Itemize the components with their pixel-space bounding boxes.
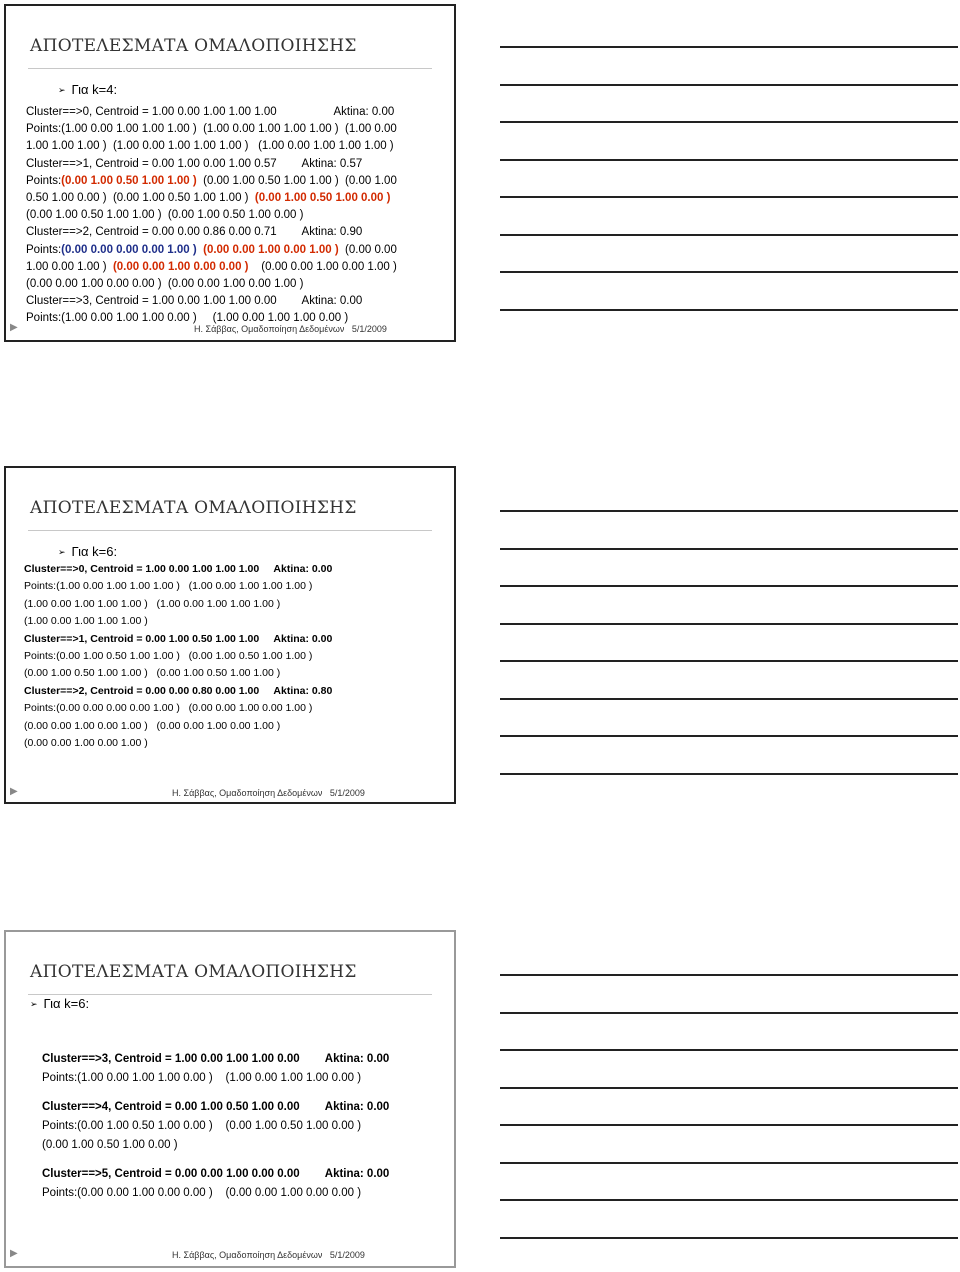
result-text-segment: Points:(1.00 0.00 1.00 1.00 1.00 ) (1.00 0.00 1.00 1.00 1.00 ) (1.00 0.00 [26,123,397,136]
result-line [42,1100,389,1115]
result-line [24,701,312,716]
notes-line [500,548,958,550]
result-text-segment: (0.00 1.00 0.50 1.00 0.00 ) [254,192,391,204]
result-text-segment: Cluster==>1, Centroid = 0.00 1.00 0.50 1.00 1.00 Aktina: 0.00 [24,632,333,645]
notes-line [500,660,958,662]
result-line [26,139,394,154]
result-line [26,311,348,326]
notes-line [500,271,958,273]
result-text-segment: Points:(1.00 0.00 1.00 1.00 0.00 ) (1.00 0.00 1.00 1.00 0.00 ) [26,312,349,325]
result-text-segment: (0.00 0.00 1.00 0.00 1.00 ) (0.00 0.00 1.00 0.00 1.00 ) [24,719,281,732]
result-text-segment: Points: [26,174,62,187]
result-text-segment: Cluster==>3, Centroid = 1.00 0.00 1.00 1.00 0.00 Aktina: 0.00 [42,1053,390,1065]
result-line [42,1052,389,1067]
slide-title: ΑΠΟΤΕΛΕΣΜΑΤΑ ΟΜΑΛΟΠΟΙΗΣΗΣ [30,498,357,518]
result-line [24,579,312,594]
notes-line [500,1237,958,1239]
result-line [42,1167,389,1182]
notes-line [500,84,958,86]
corner-marker-icon: ▶ [10,786,18,797]
notes-line [500,974,958,976]
result-text-segment: Cluster==>5, Centroid = 0.00 0.00 1.00 0.00 0.00 Aktina: 0.00 [42,1168,390,1180]
result-text-segment: Points: [26,243,62,256]
slide-title: ΑΠΟΤΕΛΕΣΜΑΤΑ ΟΜΑΛΟΠΟΙΗΣΗΣ [30,36,357,56]
result-text-segment: (0.00 0.00 [338,243,397,256]
result-line [26,174,397,189]
result-text-segment: (0.00 0.00 0.00 0.00 1.00 ) [61,243,197,256]
notes-line [500,1199,958,1201]
result-text-segment: (1.00 0.00 1.00 1.00 1.00 ) (1.00 0.00 1.00 1.00 1.00 ) [24,597,281,610]
result-text-segment: 1.00 0.00 1.00 ) [26,260,113,273]
slide-2 [4,466,456,804]
title-divider [28,530,432,531]
bullet-label: Για k=4: [71,82,118,97]
arrow-bullet-icon: ➢ [58,547,66,557]
result-text-segment: Aktina: 0.00 [276,106,395,118]
corner-marker-icon: ▶ [10,1248,18,1259]
notes-line [500,121,958,123]
bullet-label: Για k=6: [43,996,90,1011]
arrow-bullet-icon: ➢ [30,999,38,1009]
result-line [42,1071,361,1086]
result-text-segment: Points:(1.00 0.00 1.00 1.00 0.00 ) (1.00 0.00 1.00 1.00 0.00 ) [42,1072,362,1084]
result-line [26,260,397,275]
result-text-segment: 0.50 1.00 0.00 ) (0.00 1.00 0.50 1.00 1.00 ) [26,192,255,204]
slide-1 [4,4,456,342]
notes-line [500,1087,958,1089]
notes-line [500,196,958,198]
result-text-segment: (0.00 1.00 0.50 1.00 1.00 ) (0.00 1.00 0.50 1.00 1.00 ) [24,667,281,680]
result-line [26,122,397,137]
result-line [42,1138,178,1153]
result-line [24,736,148,751]
arrow-bullet-icon: ➢ [58,85,66,95]
result-line [26,208,303,223]
bullet-item [58,544,117,559]
notes-line [500,698,958,700]
result-text-segment: (0.00 1.00 0.50 1.00 1.00 ) (0.00 1.00 [196,174,397,187]
result-line [24,719,280,734]
result-text-segment: (0.00 1.00 0.50 1.00 1.00 ) [61,174,197,187]
result-text-segment: 1.00 1.00 1.00 ) (1.00 0.00 1.00 1.00 1.00 ) (1.00 0.00 1.00 1.00 1.00 ) [26,140,394,153]
notes-line [500,773,958,775]
result-line [24,597,280,612]
result-text-segment: (0.00 0.00 1.00 0.00 0.00 ) [112,260,249,273]
result-text-segment: Points:(0.00 1.00 0.50 1.00 1.00 ) (0.00 1.00 0.50 1.00 1.00 ) [24,650,313,662]
result-line [26,277,303,292]
notes-line [500,510,958,512]
result-line [42,1186,361,1201]
result-text-segment: Cluster==>2, Centroid = 0.00 0.00 0.80 0.00 1.00 Aktina: 0.80 [24,684,333,697]
result-text-segment: (0.00 1.00 0.50 1.00 0.00 ) [42,1139,178,1151]
title-divider [28,68,432,69]
title-divider [28,994,432,995]
result-text-segment: Cluster==>0, Centroid = 1.00 0.00 1.00 1.00 1.00 Aktina: 0.00 [24,563,333,575]
result-line [26,225,362,240]
notes-line [500,1162,958,1164]
result-line [24,632,332,647]
result-line [26,105,394,120]
result-text-segment: Points:(0.00 0.00 0.00 0.00 1.00 ) (0.00 0.00 1.00 0.00 1.00 ) [24,702,313,715]
result-text-segment: (0.00 0.00 1.00 0.00 1.00 ) [203,243,339,256]
result-text-segment: (0.00 0.00 1.00 0.00 1.00 ) [24,737,148,749]
bullet-item [30,996,89,1011]
result-text-segment: Cluster==>2, Centroid = 0.00 0.00 0.86 0.00 0.71 [26,226,277,239]
result-text-segment: (0.00 0.00 1.00 0.00 1.00 ) [248,260,397,273]
notes-line [500,585,958,587]
notes-line [500,46,958,48]
slide-title: ΑΠΟΤΕΛΕΣΜΑΤΑ ΟΜΑΛΟΠΟΙΗΣΗΣ [30,962,357,982]
notes-line [500,623,958,625]
result-text-segment: Aktina: 0.00 [276,295,363,308]
result-line [26,294,362,309]
notes-line [500,1124,958,1126]
result-line [24,614,148,629]
result-line [24,684,332,699]
corner-marker-icon: ▶ [10,322,18,333]
slide-footer: Η. Σάββας, Ομαδοποίηση Δεδομένων 5/1/2009 [172,788,365,798]
result-line [42,1119,361,1134]
bullet-label: Για k=6: [71,544,118,559]
notes-line [500,159,958,161]
result-line [24,562,332,577]
result-line [24,649,312,664]
result-line [26,191,390,206]
slide-footer: Η. Σάββας, Ομαδοποίηση Δεδομένων 5/1/2009 [194,324,387,334]
result-text-segment: Cluster==>3, Centroid = 1.00 0.00 1.00 1.00 0.00 [26,295,277,308]
result-text-segment: (1.00 0.00 1.00 1.00 1.00 ) [24,615,148,628]
notes-line [500,1012,958,1014]
result-text-segment: (0.00 1.00 0.50 1.00 1.00 ) (0.00 1.00 0.50 1.00 0.00 ) [26,209,304,222]
result-line [26,243,397,258]
result-text-segment: (0.00 0.00 1.00 0.00 0.00 ) (0.00 0.00 1.00 0.00 1.00 ) [26,278,304,290]
result-text-segment: Points:(1.00 0.00 1.00 1.00 1.00 ) (1.00 0.00 1.00 1.00 1.00 ) [24,580,313,593]
result-line [26,157,362,172]
notes-line [500,234,958,236]
slide-3 [4,930,456,1268]
result-text-segment: Points:(0.00 1.00 0.50 1.00 0.00 ) (0.00 1.00 0.50 1.00 0.00 ) [42,1120,362,1132]
result-line [24,666,280,681]
result-text-segment: Cluster==>4, Centroid = 0.00 1.00 0.50 1.00 0.00 Aktina: 0.00 [42,1101,390,1113]
result-text-segment: Aktina: 0.90 [276,226,363,239]
result-text-segment: Aktina: 0.57 [276,157,363,170]
notes-line [500,735,958,737]
result-text-segment: Points:(0.00 0.00 1.00 0.00 0.00 ) (0.00 0.00 1.00 0.00 0.00 ) [42,1187,362,1199]
result-text-segment: Cluster==>1, Centroid = 0.00 1.00 0.00 1.00 0.57 [26,157,277,170]
result-text-segment: Cluster==>0, Centroid = 1.00 0.00 1.00 1.00 1.00 [26,106,277,118]
notes-line [500,309,958,311]
notes-line [500,1049,958,1051]
bullet-item [58,82,117,97]
slide-footer: Η. Σάββας, Ομαδοποίηση Δεδομένων 5/1/2009 [172,1250,365,1260]
